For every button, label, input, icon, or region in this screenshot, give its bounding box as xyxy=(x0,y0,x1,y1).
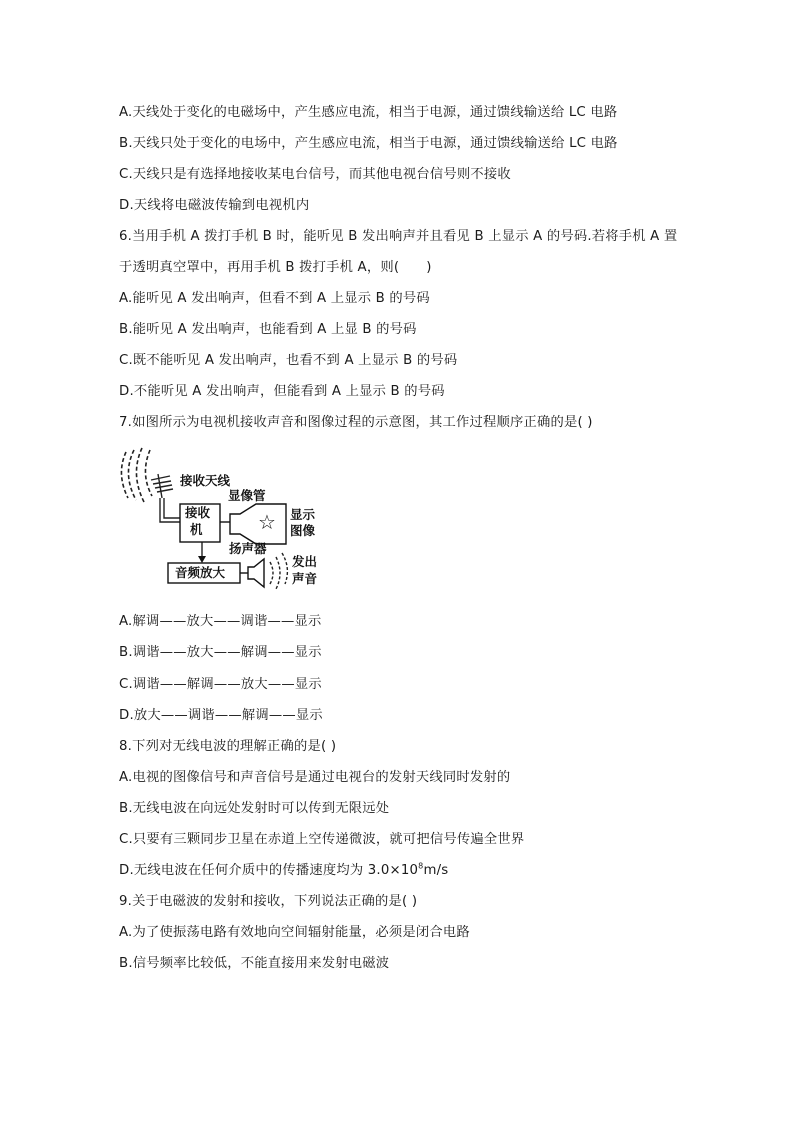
option-8d-exponent: 8 xyxy=(418,861,424,871)
option-7d: D.放大——调谐——解调——显示 xyxy=(119,708,323,723)
speaker-label: 扬声器 xyxy=(229,541,267,556)
option-6a: A.能听见 A 发出响声，但看不到 A 上显示 B 的号码 xyxy=(119,291,430,306)
tv-receiver-diagram xyxy=(118,446,340,592)
speaker-icon xyxy=(248,559,264,587)
option-5c: C.天线只是有选择地接收某电台信号，而其他电视台信号则不接收 xyxy=(119,167,511,182)
tube-label: 显像管 xyxy=(228,488,266,503)
incoming-waves xyxy=(121,448,152,502)
option-6d: D.不能听见 A 发出响声，但能看到 A 上显示 B 的号码 xyxy=(119,384,445,399)
question-7: 7.如图所示为电视机接收声音和图像过程的示意图，其工作过程顺序正确的是( ) xyxy=(119,415,593,430)
question-6-line1: 6.当用手机 A 拨打手机 B 时，能听见 B 发出响声并且看见 B 上显示 A 的号码.若将手机 A 置 xyxy=(119,229,678,244)
receiver-label-1: 接收 xyxy=(185,505,211,520)
star-icon: ☆ xyxy=(258,510,276,534)
option-7b: B.调谐——放大——解调——显示 xyxy=(119,645,322,660)
sound-waves xyxy=(270,553,287,589)
option-9b: B.信号频率比较低，不能直接用来发射电磁波 xyxy=(119,956,390,971)
question-9: 9.关于电磁波的发射和接收，下列说法正确的是( ) xyxy=(119,894,418,909)
display-label-1: 显示 xyxy=(290,507,316,522)
question-8: 8.下列对无线电波的理解正确的是( ) xyxy=(119,739,337,754)
option-8a: A.电视的图像信号和声音信号是通过电视台的发射天线同时发射的 xyxy=(119,770,511,785)
amplifier-label: 音频放大 xyxy=(175,565,226,580)
option-5d: D.天线将电磁波传输到电视机内 xyxy=(119,198,310,213)
option-6b: B.能听见 A 发出响声，也能看到 A 上显 B 的号码 xyxy=(119,322,417,337)
option-8b: B.无线电波在向远处发射时可以传到无限远处 xyxy=(119,801,390,816)
option-8d-unit: m/s xyxy=(423,863,449,878)
option-8d xyxy=(119,862,448,880)
display-label-2: 图像 xyxy=(290,523,316,538)
sound-label-1: 发出 xyxy=(292,554,318,569)
option-8c: C.只要有三颗同步卫星在赤道上空传递微波，就可把信号传遍全世界 xyxy=(119,832,525,847)
antenna-label: 接收天线 xyxy=(180,473,231,488)
question-6-line2: 于透明真空罩中，再用手机 B 拨打手机 A，则( ) xyxy=(119,260,432,275)
option-5a: A.天线处于变化的电磁场中，产生感应电流，相当于电源，通过馈线输送给 LC 电路 xyxy=(119,105,618,120)
receiver-label-2: 机 xyxy=(190,522,203,537)
option-7c: C.调谐——解调——放大——显示 xyxy=(119,677,322,692)
option-8d-text: D.无线电波在任何介质中的传播速度均为 3.0×10 xyxy=(119,863,419,878)
option-5b: B.天线只处于变化的电场中，产生感应电流，相当于电源，通过馈线输送给 LC 电路 xyxy=(119,136,618,151)
option-6c: C.既不能听见 A 发出响声，也看不到 A 上显示 B 的号码 xyxy=(119,353,458,368)
option-9a: A.为了使振荡电路有效地向空间辐射能量，必须是闭合电路 xyxy=(119,925,470,940)
option-7a: A.解调——放大——调谐——显示 xyxy=(119,614,322,629)
antenna-icon xyxy=(151,474,180,522)
sound-label-2: 声音 xyxy=(292,571,318,586)
